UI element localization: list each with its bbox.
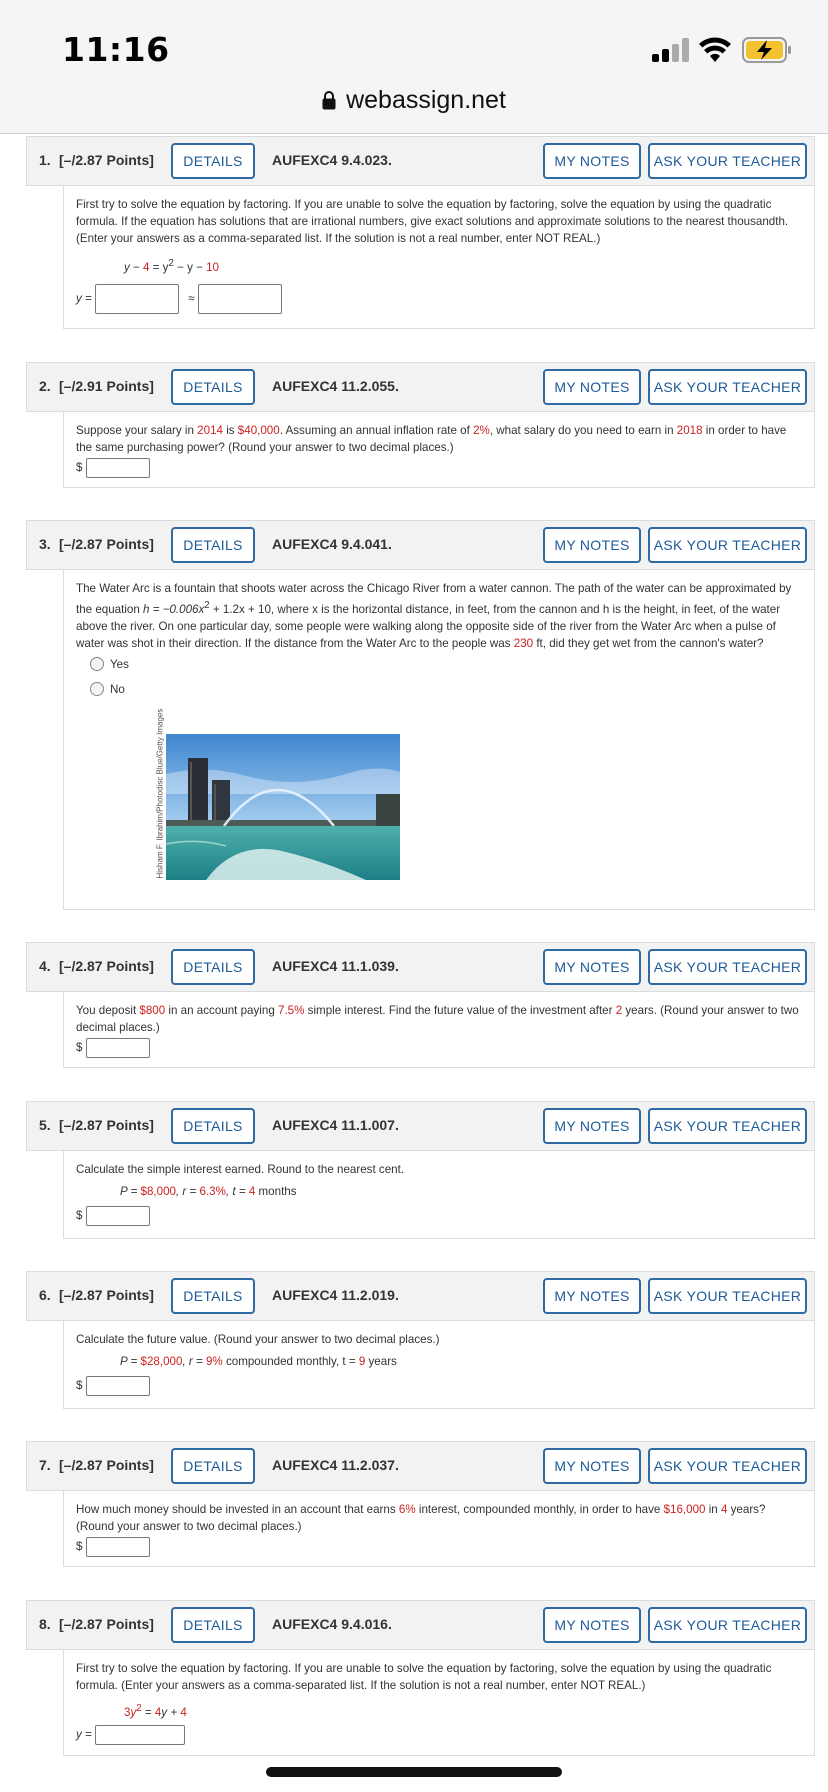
question-points: [–/2.87 Points] xyxy=(59,536,154,552)
status-time: 11:16 xyxy=(62,30,170,69)
question-text: Calculate the simple interest earned. Round to the nearest cent. xyxy=(76,1163,405,1176)
water-arc-photo xyxy=(155,708,406,882)
question-number: 6. xyxy=(39,1287,51,1303)
currency-label: $ xyxy=(76,1379,83,1393)
battery-charging-icon xyxy=(742,37,792,63)
cellular-signal-icon xyxy=(652,38,690,62)
question-points: [–/2.87 Points] xyxy=(59,1287,154,1303)
ask-teacher-button[interactable]: ASK YOUR TEACHER xyxy=(648,1278,807,1314)
currency-label: $ xyxy=(76,1209,83,1223)
question-header xyxy=(26,1271,815,1321)
question-code: AUFEXC4 11.1.039. xyxy=(272,958,399,974)
ask-teacher-button[interactable]: ASK YOUR TEACHER xyxy=(648,949,807,985)
currency-label: $ xyxy=(76,461,83,475)
question-code: AUFEXC4 11.2.055. xyxy=(272,378,399,394)
question-header xyxy=(26,362,815,412)
question-body xyxy=(63,570,815,910)
question-body xyxy=(63,1321,815,1409)
ask-teacher-button[interactable]: ASK YOUR TEACHER xyxy=(648,1448,807,1484)
question-body xyxy=(63,1650,815,1756)
photo-image xyxy=(166,734,400,880)
question-header xyxy=(26,1441,815,1491)
answer-input[interactable] xyxy=(86,1537,150,1557)
ask-teacher-button[interactable]: ASK YOUR TEACHER xyxy=(648,1108,807,1144)
question-body xyxy=(63,1151,815,1239)
given-values: P = $8,000, r = 6.3%, t = 4 months xyxy=(120,1185,297,1198)
answer-input[interactable] xyxy=(86,1206,150,1226)
question-points: [–/2.87 Points] xyxy=(59,152,154,168)
answer-row xyxy=(76,1537,802,1557)
question-code: AUFEXC4 11.2.037. xyxy=(272,1457,399,1473)
question-body xyxy=(63,1491,815,1567)
wifi-icon xyxy=(698,36,732,64)
question-7 xyxy=(26,1441,815,1567)
answer-input[interactable] xyxy=(86,1038,150,1058)
question-2 xyxy=(26,362,815,488)
question-header xyxy=(26,520,815,570)
question-points: [–/2.87 Points] xyxy=(59,1117,154,1133)
question-header xyxy=(26,136,815,186)
answer-row xyxy=(76,1206,802,1226)
answer-row xyxy=(76,458,802,478)
question-header xyxy=(26,1101,815,1151)
question-5 xyxy=(26,1101,815,1239)
answer-input[interactable] xyxy=(86,1376,150,1396)
answer-row xyxy=(76,1725,802,1745)
question-text: First try to solve the equation by factoring. If you are unable to solve the equation by factoring, solve the equation by using the quadratic formula. (Enter your answers as a comma-separated list. If the solution is not a real number, enter NOT REAL.) xyxy=(76,1662,772,1692)
answer-label: y = xyxy=(76,1727,92,1741)
given-values: P = $28,000, r = 9% compounded monthly, t = 9 years xyxy=(120,1355,397,1368)
question-8 xyxy=(26,1600,815,1756)
question-4 xyxy=(26,942,815,1068)
question-text: First try to solve the equation by factoring. If you are unable to solve the equation by factoring, solve the equation by using the quadratic formula. If the equation has solutions that are irrational numbers, give exact solutions and approximate solutions to the nearest thousandth. (Enter your answers as a comma-separated list. If the solution is not a real number, enter NOT REAL.) xyxy=(76,198,789,245)
radio-label: No xyxy=(110,682,125,696)
radio-button[interactable] xyxy=(90,682,104,696)
question-code: AUFEXC4 9.4.023. xyxy=(272,152,392,168)
question-text: Calculate the future value. (Round your answer to two decimal places.) xyxy=(76,1333,440,1346)
question-code: AUFEXC4 9.4.016. xyxy=(272,1616,392,1632)
url-text: webassign.net xyxy=(346,86,506,114)
currency-label: $ xyxy=(76,1540,83,1554)
question-text: Suppose your salary in 2014 is $40,000. Assuming an annual inflation rate of 2%, what salary do you need to earn in 2018 in order to have the same purchasing power? (Round your answer to two decimal places.) xyxy=(76,424,787,454)
radio-label: Yes xyxy=(110,657,129,671)
question-text: The Water Arc is a fountain that shoots water across the Chicago River from a water cannon. The path of the water can be approximated by the equation $h = -0.006x^2 + 1.2x + 10$, where x is the horizontal distance, in feet, from the cannon and h is the height, in feet, of the water above the river. On one particular day, some people were walking along the opposite side of the river from the Water Arc when a pulse of water was shot in their direction. If the distance from the Water Arc to the people was 230 ft, did they get wet from the cannon's water? xyxy=(76,582,792,650)
question-text: How much money should be invested in an account that earns 6% interest, compounded monthly, in order to have $16,000 in 4 years? (Round your answer to two decimal places.) xyxy=(76,1503,766,1533)
question-3 xyxy=(26,520,815,910)
radio-option-yes[interactable] xyxy=(90,656,802,673)
answer-input[interactable] xyxy=(86,458,150,478)
my-notes-button[interactable]: MY NOTES xyxy=(543,1108,641,1144)
equation: $y - 4 = y^2 - y - 10$ xyxy=(124,258,219,274)
my-notes-button[interactable]: MY NOTES xyxy=(543,949,641,985)
question-number: 1. xyxy=(39,152,51,168)
question-number: 8. xyxy=(39,1616,51,1632)
question-text: You deposit $800 in an account paying 7.5% simple interest. Find the future value of the investment after 2 years. (Round your answer to two decimal places.) xyxy=(76,1004,799,1034)
my-notes-button[interactable]: MY NOTES xyxy=(543,1607,641,1643)
ask-teacher-button[interactable]: ASK YOUR TEACHER xyxy=(648,527,807,563)
my-notes-button[interactable]: MY NOTES xyxy=(543,143,641,179)
answer-row xyxy=(76,1376,802,1396)
question-body xyxy=(63,186,815,329)
equation: $3y^2 = 4y + 4$ xyxy=(124,1703,187,1719)
question-number: 7. xyxy=(39,1457,51,1473)
question-number: 2. xyxy=(39,378,51,394)
details-button[interactable]: DETAILS xyxy=(171,1448,255,1484)
my-notes-button[interactable]: MY NOTES xyxy=(543,1448,641,1484)
question-code: AUFEXC4 11.2.019. xyxy=(272,1287,399,1303)
my-notes-button[interactable]: MY NOTES xyxy=(543,369,641,405)
approx-answer-input[interactable] xyxy=(198,284,282,314)
question-points: [–/2.87 Points] xyxy=(59,1616,154,1632)
details-button[interactable]: DETAILS xyxy=(171,527,255,563)
question-body xyxy=(63,992,815,1068)
photo-credit: Hisham F. Ibrahim/Photodisc Blue/Getty Images xyxy=(155,708,165,879)
browser-chrome xyxy=(0,0,828,134)
approx-label: ≈ xyxy=(188,291,195,305)
question-points: [–/2.91 Points] xyxy=(59,378,154,394)
radio-button[interactable] xyxy=(90,657,104,671)
home-indicator[interactable] xyxy=(266,1767,562,1777)
answer-label: y = xyxy=(76,291,92,305)
my-notes-button[interactable]: MY NOTES xyxy=(543,527,641,563)
answer-row xyxy=(76,284,802,314)
currency-label: $ xyxy=(76,1041,83,1055)
question-number: 5. xyxy=(39,1117,51,1133)
details-button[interactable]: DETAILS xyxy=(171,143,255,179)
details-button[interactable]: DETAILS xyxy=(171,1278,255,1314)
question-points: [–/2.87 Points] xyxy=(59,958,154,974)
answer-input[interactable] xyxy=(95,284,179,314)
answer-input[interactable] xyxy=(95,1725,185,1745)
my-notes-button[interactable]: MY NOTES xyxy=(543,1278,641,1314)
question-header xyxy=(26,942,815,992)
question-code: AUFEXC4 11.1.007. xyxy=(272,1117,399,1133)
question-body xyxy=(63,412,815,488)
ask-teacher-button[interactable]: ASK YOUR TEACHER xyxy=(648,1607,807,1643)
answer-row xyxy=(76,1038,802,1058)
ask-teacher-button[interactable]: ASK YOUR TEACHER xyxy=(648,369,807,405)
question-number: 4. xyxy=(39,958,51,974)
details-button[interactable]: DETAILS xyxy=(171,949,255,985)
question-6 xyxy=(26,1271,815,1409)
question-points: [–/2.87 Points] xyxy=(59,1457,154,1473)
question-header xyxy=(26,1600,815,1650)
details-button[interactable]: DETAILS xyxy=(171,369,255,405)
question-number: 3. xyxy=(39,536,51,552)
details-button[interactable]: DETAILS xyxy=(171,1108,255,1144)
lock-icon xyxy=(322,90,336,110)
question-code: AUFEXC4 9.4.041. xyxy=(272,536,392,552)
question-1 xyxy=(26,136,815,329)
radio-option-no[interactable] xyxy=(90,681,802,698)
details-button[interactable]: DETAILS xyxy=(171,1607,255,1643)
ask-teacher-button[interactable]: ASK YOUR TEACHER xyxy=(648,143,807,179)
url-bar[interactable] xyxy=(0,86,828,115)
